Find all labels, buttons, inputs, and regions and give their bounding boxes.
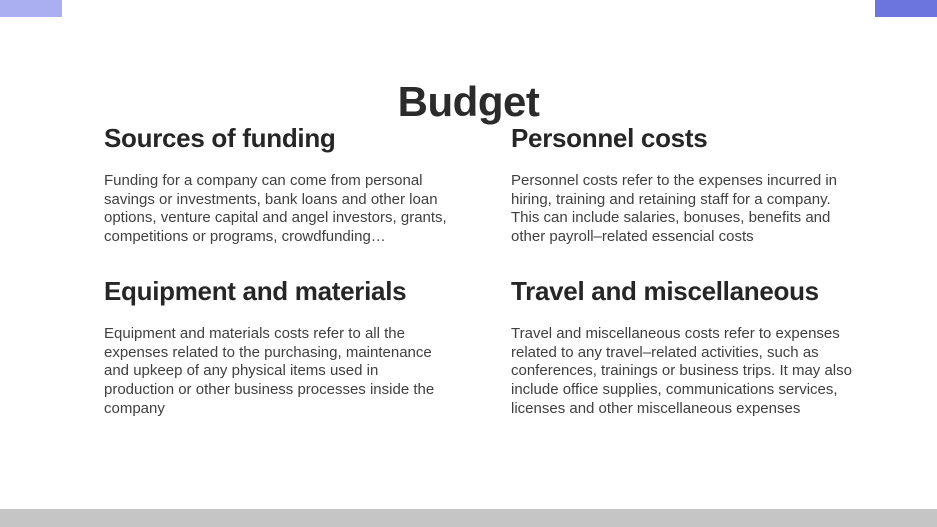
section-sources-of-funding (104, 121, 451, 247)
section-body-text: Personnel costs refer to the expenses incurred in hiring, training and retaining staff for a company. This can include salaries, bonuses, benefits and other payroll–related essencial costs (511, 172, 838, 246)
section-body-text: Funding for a company can come from personal savings or investments, bank loans and other loan options, venture capital and angel investors, grants, competitions or programs, crowdfunding… (104, 172, 447, 246)
section-travel-and-miscellaneous (511, 274, 858, 419)
section-heading: Travel and miscellaneous (511, 275, 819, 306)
section-heading: Personnel costs (511, 123, 708, 153)
top-right-accent-bar (875, 0, 937, 17)
section-body-text: Travel and miscellaneous costs refer to expenses related to any travel–related activities, such as conferences, trainings or business trips. It may also include office supplies, communications services, licenses and other miscellaneous expenses (511, 324, 852, 417)
section-heading: Sources of funding (104, 123, 336, 153)
sections-grid (104, 121, 858, 418)
section-body-text: Equipment and materials costs refer to all the expenses related to the purchasing, maintenance and upkeep of any physical items used in production or other business processes inside the company (104, 324, 435, 417)
top-left-accent-bar (0, 0, 62, 17)
section-heading: Equipment and materials (104, 275, 407, 306)
section-personnel-costs (511, 121, 858, 247)
slide-title: Budget (397, 78, 540, 126)
bottom-gray-bar (0, 509, 937, 527)
section-equipment-and-materials (104, 274, 451, 419)
